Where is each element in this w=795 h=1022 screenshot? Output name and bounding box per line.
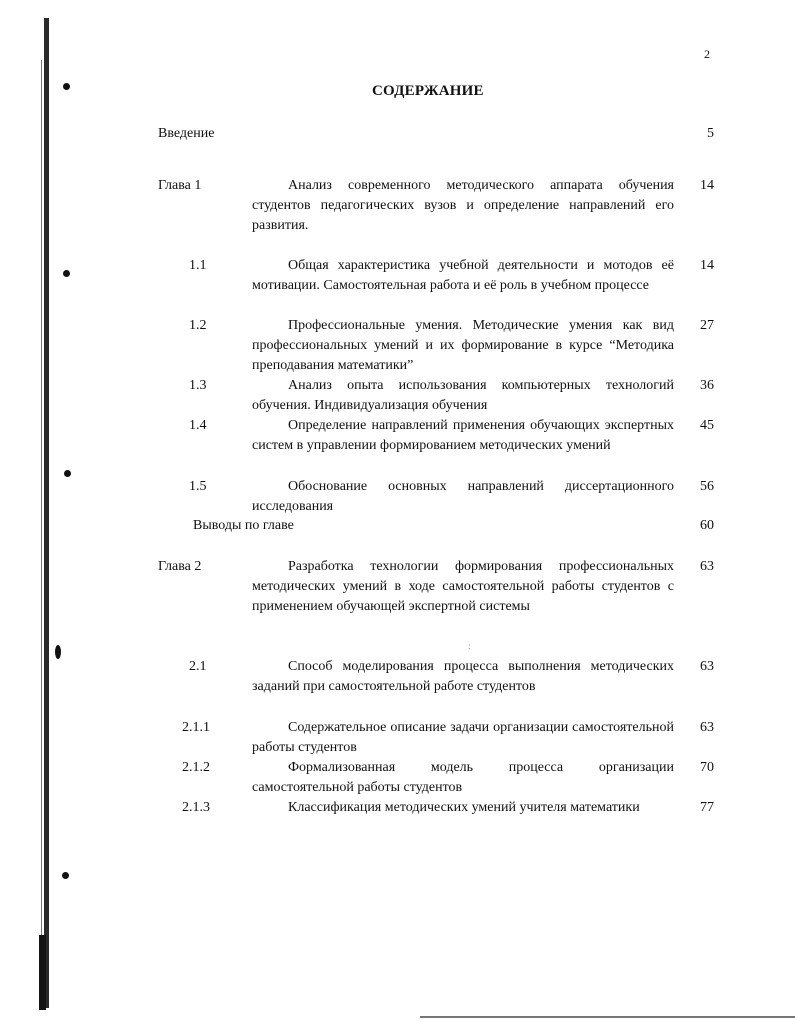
section-number: 2.1.3: [182, 800, 210, 815]
binding-hole-mark: [64, 470, 71, 477]
section-title: Обоснование основных направлений диссертационного исследования: [252, 479, 674, 514]
section-title: Способ моделирования процесса выполнения методических заданий при самостоятельной работе студентов: [252, 659, 674, 694]
section-number: 1.4: [189, 418, 207, 433]
binding-hole-mark: [63, 83, 70, 90]
toc-page: 63: [700, 559, 714, 574]
scan-speck: :: [468, 641, 471, 651]
scan-edge-line: [41, 60, 42, 980]
toc-page: 60: [700, 518, 714, 533]
toc-page: 5: [707, 126, 714, 141]
toc-page: 45: [700, 418, 714, 433]
section-title: Общая характеристика учебной деятельности и мотодов её мотивации. Самостоятельная работа и её роль в учебном процессе: [252, 258, 674, 293]
section-title: Анализ опыта использования компьютерных технологий обучения. Индивидуализация обучения: [252, 378, 674, 413]
chapter-title: Разработка технологии формирования профессиональных методических умений в ходе самостоятельной работы студентов с применением обучающей экспертной системы: [252, 559, 674, 614]
binding-edge-heavy: [39, 935, 46, 1010]
section-number: 1.3: [189, 378, 207, 393]
section-number: 1.5: [189, 479, 207, 494]
section-number: 1.2: [189, 318, 207, 333]
chapter-title: Анализ современного методического аппарата обучения студентов педагогических вузов и определение направлений его развития.: [252, 178, 674, 233]
section-title: Классификация методических умений учителя математики: [288, 800, 640, 815]
section-title: Определение направлений применения обучающих экспертных систем в управлении формированием методических умений: [252, 418, 674, 453]
toc-page: 70: [700, 760, 714, 775]
section-number: 2.1.2: [182, 760, 210, 775]
toc-page: 14: [700, 178, 714, 193]
page-number: 2: [704, 47, 710, 61]
binding-edge-bar: [44, 18, 49, 1008]
section-title: Формализованная модель процесса организации самостоятельной работы студентов: [252, 760, 674, 795]
binding-hole-mark: [62, 872, 69, 879]
toc-page: 36: [700, 378, 714, 393]
toc-page: 77: [700, 800, 714, 815]
section-title: Содержательное описание задачи организации самостоятельной работы студентов: [252, 720, 674, 755]
toc-label: Введение: [158, 126, 215, 141]
page-title: СОДЕРЖАНИЕ: [372, 83, 484, 99]
section-number: 2.1: [189, 659, 207, 674]
section-number: 1.1: [189, 258, 207, 273]
section-number: 2.1.1: [182, 720, 210, 735]
toc-page: 14: [700, 258, 714, 273]
toc-page: 63: [700, 659, 714, 674]
scan-bottom-line: [420, 1016, 795, 1018]
conclusions-label: Выводы по главе: [193, 518, 294, 533]
binding-hole-mark: [63, 270, 70, 277]
chapter-label: Глава 1: [158, 178, 202, 193]
toc-page: 63: [700, 720, 714, 735]
toc-page: 27: [700, 318, 714, 333]
toc-page: 56: [700, 479, 714, 494]
binding-hole-mark: [55, 645, 61, 659]
section-title: Профессиональные умения. Методические умения как вид профессиональных умений и их формирование в курсе “Методика преподавания математики”: [252, 318, 674, 373]
chapter-label: Глава 2: [158, 559, 202, 574]
